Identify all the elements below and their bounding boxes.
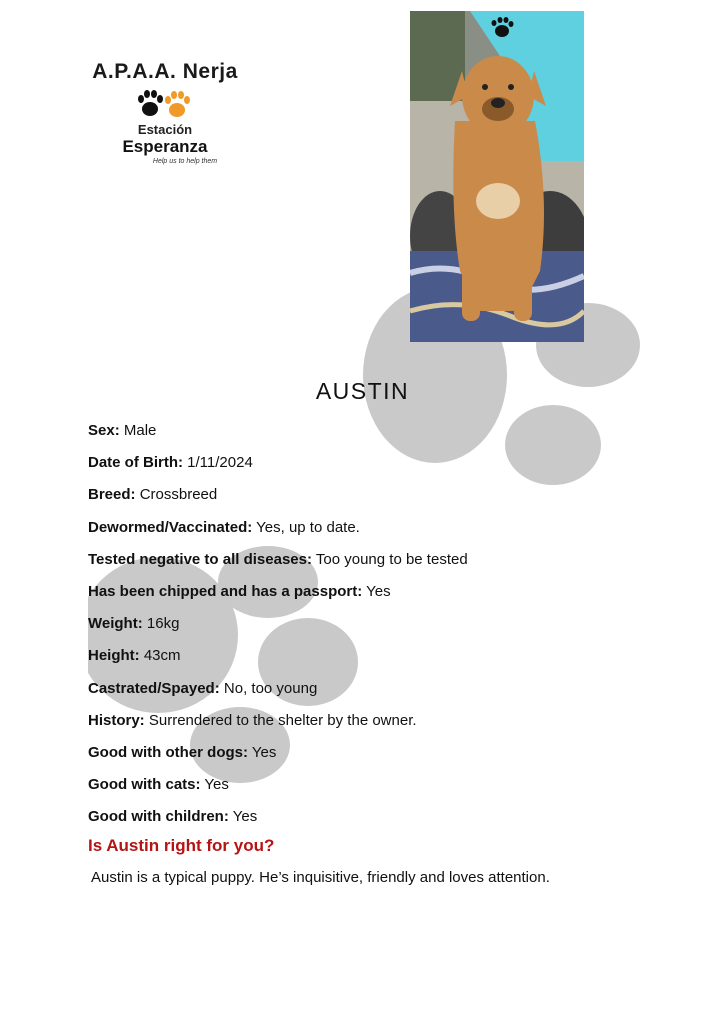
field-label: Height: (88, 647, 140, 665)
question-heading: Is Austin right for you? (88, 836, 275, 855)
shelter-logo (90, 60, 240, 165)
field-value: Crossbreed (139, 486, 218, 504)
field-value: 43cm (143, 647, 181, 665)
logo-tagline: Help us to help them (152, 158, 218, 165)
field-label: Good with children: (88, 808, 229, 826)
logo-org-name: A.P.A.A. Nerja (92, 60, 238, 83)
field-height (88, 645, 688, 677)
dog-details-list (88, 420, 688, 838)
field-chipped-passport (88, 581, 688, 613)
field-label: Dewormed/Vaccinated: (88, 518, 253, 536)
field-value: Yes (232, 808, 258, 826)
field-date-of-birth (88, 452, 688, 484)
field-value: Yes, up to date. (256, 518, 360, 536)
field-label: Date of Birth: (88, 454, 183, 472)
field-weight (88, 613, 688, 645)
field-value: 1/11/2024 (187, 454, 253, 472)
field-dewormed-vaccinated (88, 517, 688, 549)
field-good-with-dogs (88, 742, 688, 774)
field-label: Good with cats: (88, 776, 201, 794)
field-label: Sex: (88, 422, 120, 439)
field-label: Tested negative to all diseases: (88, 550, 312, 568)
field-value: 16kg (146, 615, 180, 633)
field-good-with-children (88, 806, 688, 838)
dog-name-title: AUSTIN (315, 378, 410, 404)
field-label: Breed: (88, 486, 136, 504)
field-value: Male (123, 422, 157, 439)
dog-description: Austin is a typical puppy. He’s inquisitive, friendly and loves attention. (91, 869, 550, 886)
field-label: Castrated/Spayed: (88, 679, 220, 697)
field-value: Yes (251, 743, 277, 761)
field-value: Yes (204, 776, 229, 794)
field-label: Weight: (88, 615, 143, 633)
field-value: No, too young (223, 679, 318, 697)
paw-logo-icon (135, 88, 195, 120)
dog-photo (410, 11, 584, 342)
field-value: Surrendered to the shelter by the owner. (148, 711, 417, 729)
field-value: Too young to be tested (315, 550, 468, 568)
logo-station: Estación (137, 122, 193, 137)
logo-name: Esperanza (122, 137, 208, 156)
field-castrated-spayed (88, 678, 688, 710)
field-tested-negative (88, 549, 688, 581)
field-label: History: (88, 711, 145, 729)
field-history (88, 710, 688, 742)
field-good-with-cats (88, 774, 688, 806)
field-breed (88, 484, 688, 516)
field-label: Good with other dogs: (88, 743, 248, 761)
field-sex (88, 420, 688, 452)
field-value: Yes (366, 582, 391, 600)
field-label: Has been chipped and has a passport: (88, 582, 363, 600)
